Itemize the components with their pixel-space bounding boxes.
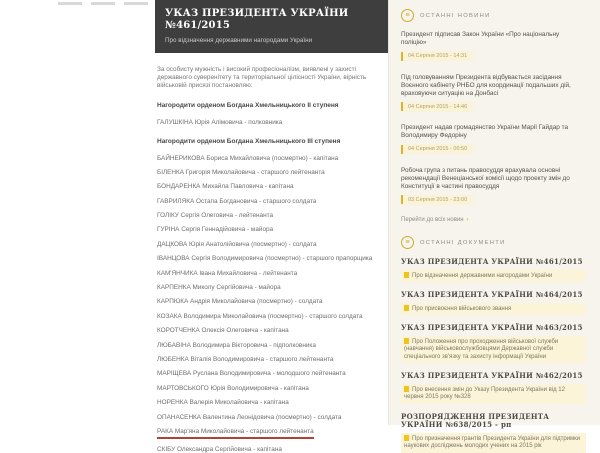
latest-documents-icon: ≡ xyxy=(401,236,414,249)
document-title[interactable]: УКАЗ ПРЕЗИДЕНТА УКРАЇНИ №463/2015 xyxy=(401,324,586,333)
arrow-right-icon: › xyxy=(467,217,469,223)
decree-body xyxy=(155,53,388,453)
news-item[interactable] xyxy=(401,124,586,159)
news-title[interactable]: Робоча група з питань правосуддя врахувала основні рекомендації Венеціанської комісії щодо проекту змін до Конституції в частині правосуддя xyxy=(401,167,586,191)
news-title[interactable]: Президент надав громадянство України Марії Гайдар та Володимиру Федоріну xyxy=(401,124,586,140)
document-title[interactable]: УКАЗ ПРЕЗИДЕНТА УКРАЇНИ №464/2015 xyxy=(401,291,586,300)
decree-title: УКАЗ ПРЕЗИДЕНТА УКРАЇНИ №461/2015 xyxy=(165,8,378,32)
document-description xyxy=(401,433,586,453)
date-badge xyxy=(401,102,473,112)
document-description-text: Про внесення змін до Указу Президента України від 12 червня 2015 року №328 xyxy=(404,387,565,401)
awardee-row: КАРПЕНКА Миколу Сергійовича - майора xyxy=(157,284,386,291)
document-icon xyxy=(404,305,409,311)
all-news-link[interactable] xyxy=(401,217,586,223)
document-item[interactable] xyxy=(401,324,586,363)
awardee-row: ЛЮБЕНКА Віталія Володимировича - старшого лейтенанта xyxy=(157,356,386,363)
news-date: 03 Серпня 2015 - 23:00 xyxy=(408,195,473,205)
document-description xyxy=(401,336,586,364)
awardee-row: БОНДАРЕНКА Михайла Павловича - капітана xyxy=(157,183,386,190)
date-badge xyxy=(401,51,473,61)
news-item[interactable] xyxy=(401,31,586,66)
news-date: 04 Серпня 2015 - 00:50 xyxy=(408,144,473,154)
red-underlined-name[interactable]: РАКА Мар'яна Миколайовича - старшого лейтенанта xyxy=(157,428,314,439)
awardee-row: СКІБУ Олександра Сергійовича - капітана xyxy=(157,446,386,453)
awardee-row: МАРТОВСЬКОГО Юрія Володимировича - капітана xyxy=(157,385,386,392)
decree-intro: За особисту мужність і високий професіоналізм, виявлені у захисті державного суверенітету та територіальної цілісності України, вірність військовій присязі постановляю: xyxy=(157,66,386,90)
latest-news-header xyxy=(401,9,586,22)
dash xyxy=(124,2,148,5)
document-description xyxy=(401,384,586,404)
awardee-row: КАМ'ЯНЧИКА Івана Михайловича - лейтенанта xyxy=(157,270,386,277)
awardee-row-highlighted[interactable] xyxy=(157,428,386,439)
news-title[interactable]: Президент підписав Закон України «Про національну поліцію» xyxy=(401,31,586,47)
document-title[interactable]: УКАЗ ПРЕЗИДЕНТА УКРАЇНИ №462/2015 xyxy=(401,372,586,381)
news-date: 04 Серпня 2015 - 14:31 xyxy=(408,51,473,61)
document-description-text: Про Положення про проходження військової служби (навчання) військовослужбовцями Державної служби спеціального зв'язку та захисту інформації України xyxy=(404,339,558,360)
news-title[interactable]: Під головуванням Президента відбувається засідання Воєнного кабінету РНБО для координації подальших дій, враховуючи ситуацію на Донбасі xyxy=(401,74,586,98)
awardee-row: МАРІЩЕВА Руслана Володимировича - молодшого лейтенанта xyxy=(157,370,386,377)
document-title[interactable]: УКАЗ ПРЕЗИДЕНТА УКРАЇНИ №461/2015 xyxy=(401,258,586,267)
awardee-row: КОРОТЧЕНКА Олексія Олеговича - капітана xyxy=(157,327,386,334)
awardee-row: ІВАНЦОВА Сергія Володимировича (посмертно) - старшого прапорщика xyxy=(157,255,386,262)
document-item[interactable] xyxy=(401,413,586,453)
date-badge xyxy=(401,144,473,154)
awardee-row: КОЗАКА Володимира Миколайовича (посмертно) - старшого солдата xyxy=(157,313,386,320)
awardee-row: БАЙНЕРИКОВА Бориса Михайловича (посмертно) - капітана xyxy=(157,155,386,162)
document-description xyxy=(401,270,586,283)
document-item[interactable] xyxy=(401,372,586,404)
awardee-row: НОРЕНКА Валерія Миколайовича - капітана xyxy=(157,399,386,406)
awardee-row: ЛЮБАВІНА Володимира Вікторовича - підполковника xyxy=(157,342,386,349)
document-icon xyxy=(404,386,409,392)
news-item[interactable] xyxy=(401,74,586,117)
news-date: 04 Серпня 2015 - 14:46 xyxy=(408,102,473,112)
document-title[interactable]: РОЗПОРЯДЖЕННЯ ПРЕЗИДЕНТА УКРАЇНИ №638/2015 - рп xyxy=(401,413,586,430)
all-news-link-label[interactable]: Перейти до всіх новин xyxy=(401,217,464,223)
awardee-row: ГУРІНА Сергія Геннадійовича - майора xyxy=(157,226,386,233)
document-item[interactable] xyxy=(401,258,586,282)
awardee-row: ГАЛУШКІНА Юрія Алімовича - полковника xyxy=(157,119,386,126)
award-section-heading: Нагородити орденом Богдана Хмельницького III ступеня xyxy=(157,138,386,145)
decree-title-banner xyxy=(155,0,388,53)
badge-bar-icon xyxy=(401,145,403,154)
awardee-row: ДАЦКОВА Юрія Анатолійовича (посмертно) - солдата xyxy=(157,241,386,248)
sidebar xyxy=(388,0,600,425)
decree-subtitle: Про відзначення державними нагородами України xyxy=(165,37,378,45)
document-description xyxy=(401,303,586,316)
badge-bar-icon xyxy=(401,195,403,204)
award-section-heading: Нагородити орденом Богдана Хмельницького II ступеня xyxy=(157,102,386,109)
document-icon xyxy=(404,435,409,441)
document-description-text: Про призначення грантів Президента України для підтримки наукових досліджень молодих учених на 2015 рік xyxy=(404,436,580,450)
document-item[interactable] xyxy=(401,291,586,315)
latest-news-icon: ≡ xyxy=(401,9,414,22)
news-item[interactable] xyxy=(401,167,586,210)
latest-documents-header xyxy=(401,236,586,249)
latest-news-label: ОСТАННІ НОВИНИ xyxy=(420,13,491,19)
documents-list xyxy=(401,258,586,453)
dash xyxy=(91,2,115,5)
latest-documents-label: ОСТАННІ ДОКУМЕНТИ xyxy=(420,240,506,246)
document-description-text: Про відзначення державними нагородами України xyxy=(412,273,552,279)
document-icon xyxy=(404,338,409,344)
document-description-text: Про присвоєння військового звання xyxy=(412,306,511,312)
date-badge xyxy=(401,195,473,205)
awardee-row: БІЛЕНКА Григорія Миколайовича - старшого лейтенанта xyxy=(157,169,386,176)
document-icon xyxy=(404,272,409,278)
decree-article xyxy=(155,0,388,453)
dash xyxy=(58,2,82,5)
awardee-row: КАРПЮКА Андрія Миколайовича (посмертно) - солдата xyxy=(157,298,386,305)
badge-bar-icon xyxy=(401,52,403,61)
awardee-row: ОПАНАСЕНКА Валентина Леонідовича (посмертно) - солдата xyxy=(157,414,386,421)
awardee-row: ГАВРИЛЯКА Остапа Богдановича - старшого солдата xyxy=(157,198,386,205)
cropped-top-dashes xyxy=(58,2,148,5)
awardee-row: ГОЛІКУ Сергія Олеговича - лейтенанта xyxy=(157,212,386,219)
badge-bar-icon xyxy=(401,102,403,111)
